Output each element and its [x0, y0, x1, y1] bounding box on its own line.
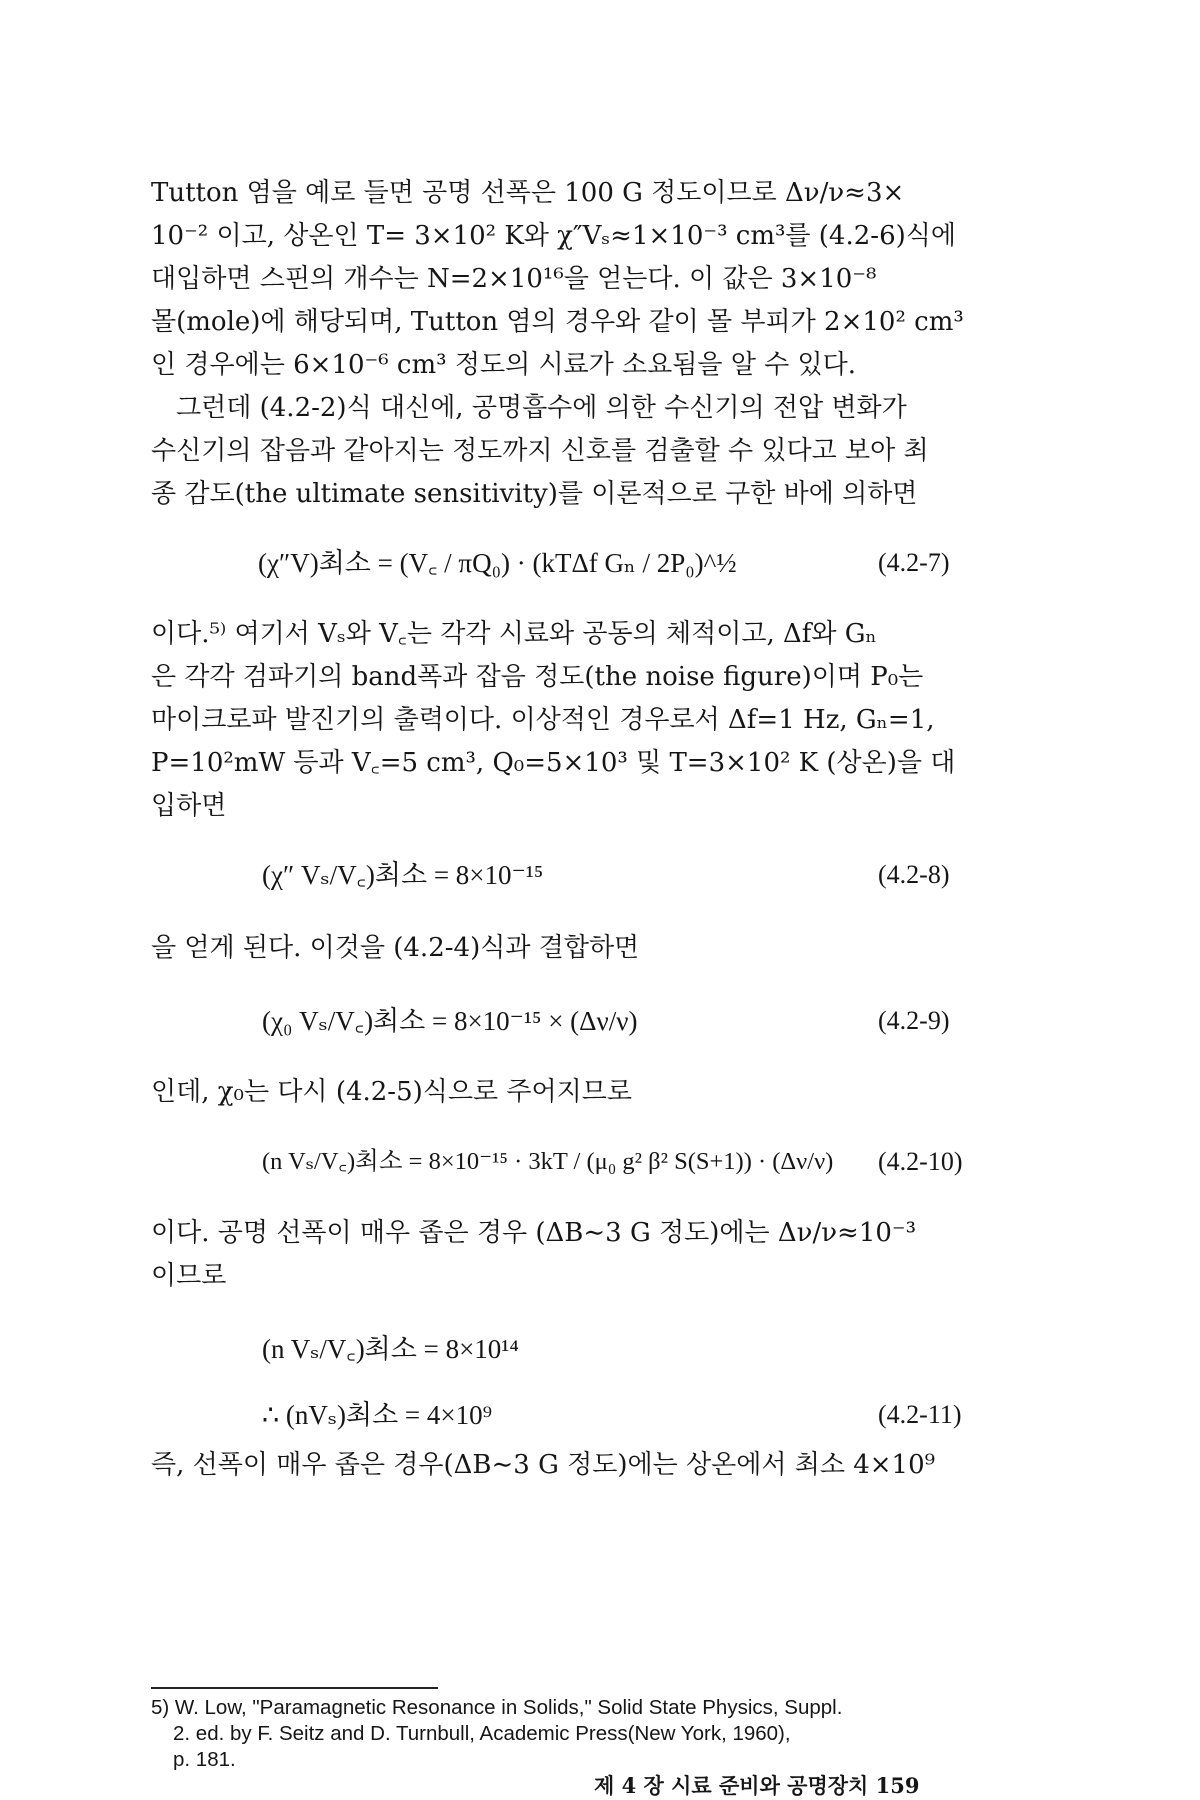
text-line: Tutton 염을 예로 들면 공명 선폭은 100 G 정도이므로 Δν/ν≈3× — [151, 178, 905, 208]
text-line: 이다. 공명 선폭이 매우 좁은 경우 (ΔB∼3 G 정도)에는 Δν/ν≈10⁻³ — [151, 1218, 917, 1248]
text-line: 수신기의 잡음과 같아지는 정도까지 신호를 검출할 수 있다고 보아 최 — [151, 436, 929, 466]
text-line: 즉, 선폭이 매우 좁은 경우(ΔB∼3 G 정도)에는 상온에서 최소 4×10⁹ — [151, 1450, 936, 1480]
text-line: 종 감도(the ultimate sensitivity)를 이론적으로 구한 바에 의하면 — [151, 479, 918, 509]
equation-number: (4.2-11) — [878, 1400, 962, 1429]
text-line: 마이크로파 발진기의 출력이다. 이상적인 경우로서 Δf=1 Hz, Gₙ=1, — [151, 705, 935, 735]
text-line: P=10²mW 등과 V꜀=5 cm³, Q₀=5×10³ 및 T=3×10² K (상온)을 대 — [151, 748, 956, 778]
text-line: 이므로 — [151, 1261, 227, 1291]
text-line: 을 얻게 된다. 이것을 (4.2-4)식과 결합하면 — [151, 933, 640, 963]
text-line: 대입하면 스핀의 개수는 N=2×10¹⁶을 얻는다. 이 값은 3×10⁻⁸ — [151, 264, 877, 294]
text-line: 그런데 (4.2-2)식 대신에, 공명흡수에 의한 수신기의 전압 변화가 — [176, 393, 907, 423]
equation-4-2-8: (χ″ Vₛ/V꜀)최소 = 8×10⁻¹⁵ — [262, 860, 544, 890]
footnote-line: 5) W. Low, "Paramagnetic Resonance in Solids," Solid State Physics, Suppl. — [151, 1696, 843, 1719]
running-footer: 제 4 장 시료 준비와 공명장치 159 — [594, 1773, 920, 1798]
text-line: 몰(mole)에 해당되며, Tutton 염의 경우와 같이 몰 부피가 2×10² cm³ — [151, 307, 964, 337]
text-line: 인 경우에는 6×10⁻⁶ cm³ 정도의 시료가 소요됨을 알 수 있다. — [151, 350, 857, 380]
equation-number: (4.2-10) — [878, 1147, 963, 1176]
footnote-rule — [151, 1687, 438, 1689]
text-line: 은 각각 검파기의 band폭과 잡음 정도(the noise figure)이며 P₀는 — [151, 662, 924, 692]
equation-4-2-9: (χ₀ Vₛ/V꜀)최소 = 8×10⁻¹⁵ × (Δν/ν) — [262, 1006, 638, 1036]
text-line: 입하면 — [151, 791, 227, 821]
text-line: 인데, χ₀는 다시 (4.2-5)식으로 주어지므로 — [151, 1077, 632, 1107]
footnote-line: p. 181. — [173, 1748, 236, 1771]
footnote-line: 2. ed. by F. Seitz and D. Turnbull, Academic Press(New York, 1960), — [173, 1722, 791, 1745]
equation-4-2-11: ∴ (nVₛ)최소 = 4×10⁹ — [262, 1400, 493, 1430]
equation-number: (4.2-7) — [878, 548, 950, 577]
equation-4-2-7: (χ″V)최소 = (V꜀ / πQ₀) · (kTΔf Gₙ / 2P₀)^½ — [258, 548, 737, 578]
text-line: 10⁻² 이고, 상온인 T= 3×10² K와 χ″Vₛ≈1×10⁻³ cm³를 (4.2-6)식에 — [151, 221, 956, 251]
text-line: 이다.⁵⁾ 여기서 Vₛ와 V꜀는 각각 시료와 공동의 체적이고, Δf와 Gₙ — [151, 619, 877, 649]
equation-intermediate: (n Vₛ/V꜀)최소 = 8×10¹⁴ — [262, 1334, 519, 1364]
equation-number: (4.2-9) — [878, 1006, 950, 1035]
equation-number: (4.2-8) — [878, 860, 950, 889]
equation-4-2-10: (n Vₛ/V꜀)최소 = 8×10⁻¹⁵ · 3kT / (μ₀ g² β² S(S+1)) · (Δν/ν) — [262, 1148, 834, 1175]
